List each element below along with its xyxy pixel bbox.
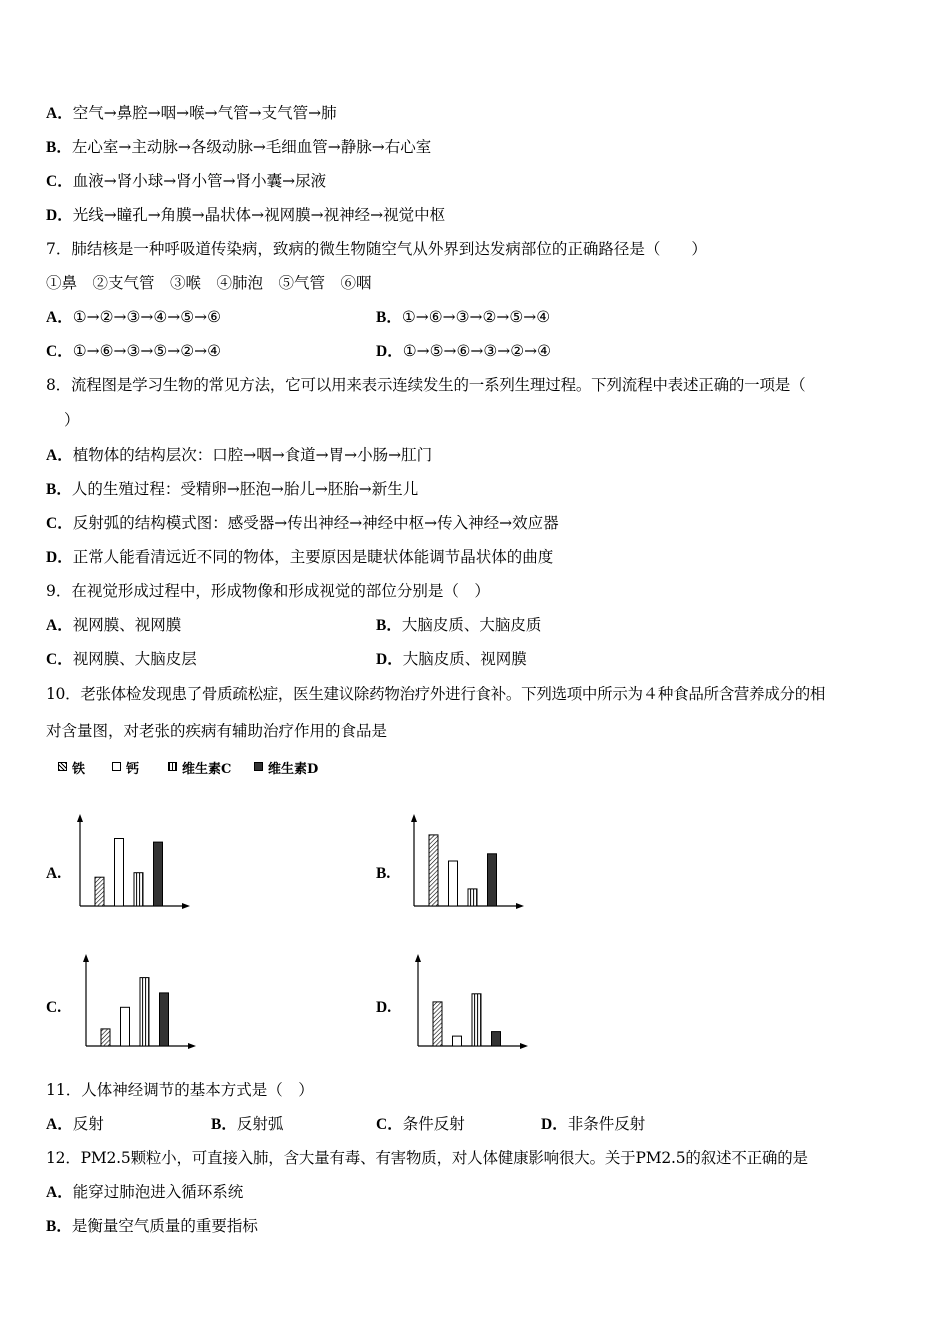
q12-stem: 12．PM2.5颗粒小，可直接入肺，含大量有毒、有害物质，对人体健康影响很大。关于PM2.5的叙述不正确的是 [46,1149,808,1167]
bar-calcium [449,861,458,906]
chart-b [404,810,529,915]
bar-vitamin-d [160,993,169,1046]
q7-option-a: A．①→②→③→④→⑤→⑥ [46,308,222,326]
chart-label-a: A. [46,865,62,882]
q11-stem: 11．人体神经调节的基本方式是（ ） [46,1081,314,1099]
q8-option-a: A．植物体的结构层次：口腔→咽→食道→胃→小肠→肛门 [46,446,433,464]
q8-option-d: D．正常人能看清远近不同的物体，主要原因是睫状体能调节晶状体的曲度 [46,548,554,566]
q7-stem: 7．肺结核是一种呼吸道传染病，致病的微生物随空气从外界到达发病部位的正确路径是（ ） [46,240,707,258]
q8-stem-continued: ） [64,411,80,429]
bar-vitamin-c [468,889,477,906]
q10-stem: 10．老张体检发现患了骨质疏松症，医生建议除药物治疗外进行食补。下列选项中所示为４种食品所含营养成分的相 [46,685,826,703]
bar-vitamin-c [472,994,481,1046]
q10-stem-continued: 对含量图，对老张的疾病有辅助治疗作用的食品是 [46,722,388,740]
q6-option-b: B．左心室→主动脉→各级动脉→毛细血管→静脉→右心室 [46,138,432,156]
q7-option-d: D．①→⑤→⑥→③→②→④ [376,342,552,360]
q9-option-b: B．大脑皮质、大脑皮质 [376,616,542,634]
chart-d [408,950,533,1055]
bar-iron [95,877,104,906]
x-axis-arrow-icon [188,1043,196,1049]
bar-vitamin-c [140,978,149,1046]
legend-label: 维生素C [182,762,232,777]
bar-vitamin-d [492,1032,501,1046]
empty-swatch-icon [112,762,121,771]
q8-option-b: B．人的生殖过程：受精卵→胚泡→胎儿→胚胎→新生儿 [46,480,419,498]
q12-option-a: A．能穿过肺泡进入循环系统 [46,1183,244,1201]
q11-option-d: D．非条件反射 [541,1115,646,1133]
y-axis-arrow-icon [83,954,89,962]
legend-label: 铁 [72,762,86,777]
chart-label-b: B. [376,865,391,882]
bar-iron [101,1029,110,1046]
q7-option-b: B．①→⑥→③→②→⑤→④ [376,308,551,326]
chart-c [76,950,201,1055]
q7-items: ①鼻 ②支气管 ③喉 ④肺泡 ⑤气管 ⑥咽 [46,274,372,292]
q8-option-c: C．反射弧的结构模式图：感受器→传出神经→神经中枢→传入神经→效应器 [46,514,559,532]
y-axis-arrow-icon [77,814,83,822]
filled-swatch-icon [254,762,263,771]
q9-option-a: A．视网膜、视网膜 [46,616,182,634]
y-axis-arrow-icon [411,814,417,822]
q7-option-c: C．①→⑥→③→⑤→②→④ [46,342,222,360]
q9-stem: 9．在视觉形成过程中，形成物像和形成视觉的部位分别是（ ） [46,582,490,600]
y-axis-arrow-icon [415,954,421,962]
q11-option-c: C．条件反射 [376,1115,465,1133]
bar-vitamin-c [134,873,143,906]
chart-label-d: D. [376,999,392,1016]
q6-option-d: D．光线→瞳孔→角膜→晶状体→视网膜→视神经→视觉中枢 [46,206,446,224]
q8-stem: 8．流程图是学习生物的常见方法，它可以用来表示连续发生的一系列生理过程。下列流程中表述正确的一项是（ [46,376,806,394]
q12-option-b: B．是衡量空气质量的重要指标 [46,1217,258,1235]
bar-iron [429,835,438,906]
bar-calcium [115,839,124,907]
hatched-swatch-icon [58,762,67,771]
legend-label: 钙 [126,762,140,777]
striped-swatch-icon [168,762,177,771]
bar-vitamin-d [154,842,163,906]
legend-label: 维生素D [268,762,319,777]
chart-label-c: C. [46,999,62,1016]
bar-calcium [121,1007,130,1046]
q6-option-c: C．血液→肾小球→肾小管→肾小囊→尿液 [46,172,327,190]
bar-vitamin-d [488,854,497,906]
x-axis-arrow-icon [182,903,190,909]
q11-option-b: B．反射弧 [211,1115,284,1133]
q6-option-a: A．空气→鼻腔→咽→喉→气管→支气管→肺 [46,104,337,122]
q9-option-d: D．大脑皮质、视网膜 [376,650,527,668]
q9-option-c: C．视网膜、大脑皮层 [46,650,197,668]
chart-a [70,810,195,915]
x-axis-arrow-icon [520,1043,528,1049]
x-axis-arrow-icon [516,903,524,909]
bar-iron [433,1002,442,1046]
bar-calcium [453,1036,462,1046]
q11-option-a: A．反射 [46,1115,104,1133]
